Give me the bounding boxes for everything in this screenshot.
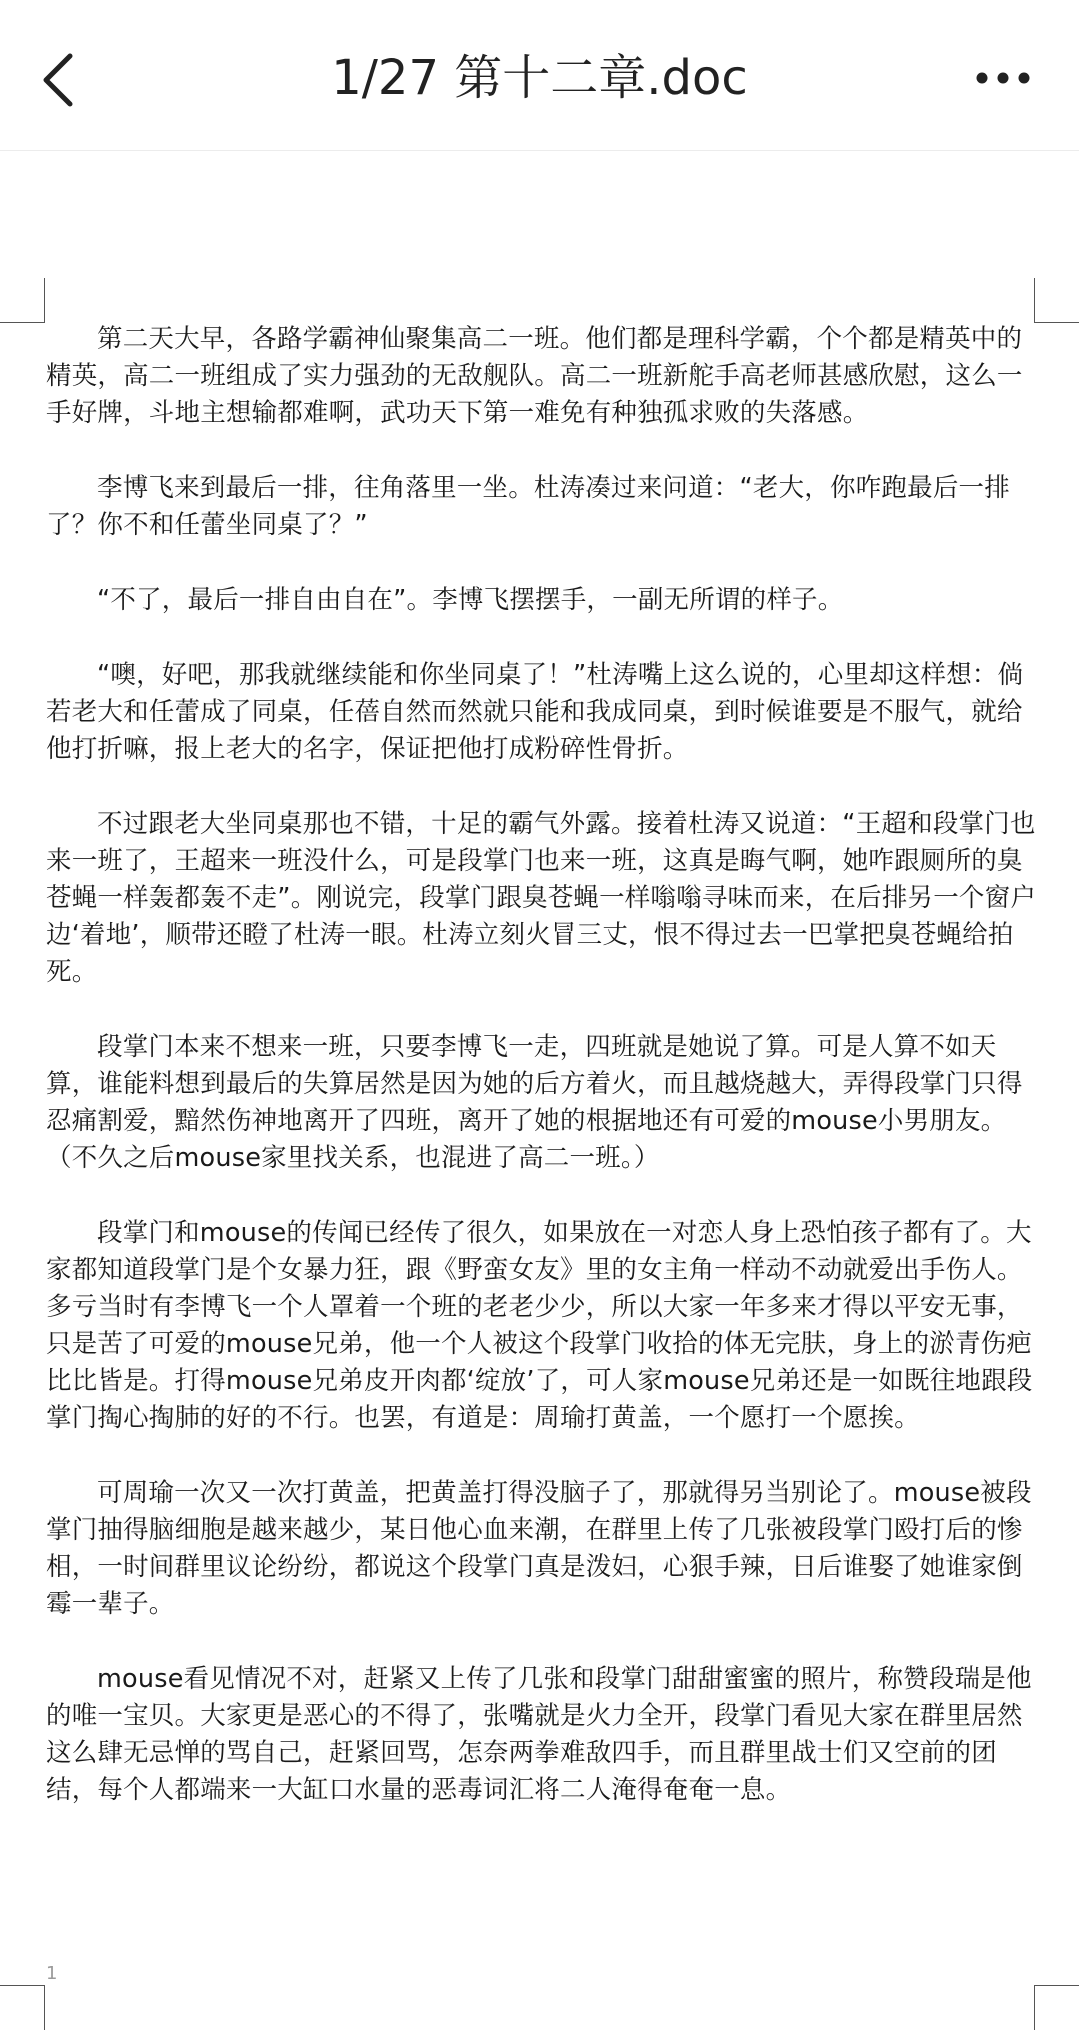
- paragraph: 李博飞来到最后一排，往角落里一坐。杜涛凑过来问道：“老大，你咋跑最后一排了？你不和任蕾坐同桌了？”: [46, 473, 1010, 540]
- document-body: [46, 321, 1036, 1847]
- document-title: 1/27 第十二章.doc: [331, 50, 748, 106]
- paragraph: 第二天大早，各路学霸神仙聚集高二一班。他们都是理科学霸，个个都是精英中的精英，高二一班组成了实力强劲的无敌舰队。高二一班新舵手高老师甚感欣慰，这么一手好牌，斗地主想输都难啊，武功天下第一难免有种独孤求败的失落感。: [46, 324, 1023, 428]
- page-number: 1: [46, 1963, 58, 1984]
- document-page[interactable]: [0, 151, 1079, 2010]
- paragraph: “噢，好吧，那我就继续能和你坐同桌了！”杜涛嘴上这么说的，心里却这样想：倘若老大和任蕾成了同桌，任蓓自然而然就只能和我成同桌，到时候谁要是不服气，就给他打折嘛，报上老大的名字，保证把他打成粉碎性骨折。: [46, 660, 1024, 764]
- page-margin-corner-bottom-right: [1034, 1985, 1079, 2030]
- page-margin-corner-bottom-left: [0, 1985, 45, 2030]
- page-margin-corner-top-right: [1034, 278, 1079, 323]
- more-horizontal-icon: [975, 71, 1031, 85]
- back-button[interactable]: [40, 40, 100, 120]
- paragraph: 段掌门和mouse的传闻已经传了很久，如果放在一对恋人身上恐怕孩子都有了。大家都知道段掌门是个女暴力狂，跟《野蛮女友》里的女主角一样动不动就爱出手伤人。多亏当时有李博飞一个人罩着一个班的老老少少，所以大家一年多来才得以平安无事，只是苦了可爱的mouse兄弟，他一个人被这个段掌门收拾的体无完肤，身上的淤青伤疤比比皆是。打得mouse兄弟皮开肉都‘绽放’了，可人家mouse兄弟还是一如既往地跟段掌门掏心掏肺的好的不行。也罢，有道是：周瑜打黄盖，一个愿打一个愿挨。: [46, 1218, 1033, 1433]
- paragraph: “不了，最后一排自由自在”。李博飞摆摆手，一副无所谓的样子。: [97, 585, 844, 615]
- page-margin-corner-top-left: [0, 278, 45, 323]
- paragraph: 不过跟老大坐同桌那也不错，十足的霸气外露。接着杜涛又说道：“王超和段掌门也来一班了，王超来一班没什么，可是段掌门也来一班，这真是晦气啊，她咋跟厕所的臭苍蝇一样轰都轰不走”。刚说完，段掌门跟臭苍蝇一样嗡嗡寻味而来，在后排另一个窗户边‘着地’，顺带还瞪了杜涛一眼。杜涛立刻火冒三丈，恨不得过去一巴掌把臭苍蝇给拍死。: [46, 809, 1037, 987]
- top-navigation-bar: [0, 0, 1079, 151]
- paragraph: 段掌门本来不想来一班，只要李博飞一走，四班就是她说了算。可是人算不如天算，谁能料想到最后的失算居然是因为她的后方着火，而且越烧越大，弄得段掌门只得忍痛割爱，黯然伤神地离开了四班，离开了她的根据地还有可爱的mouse小男朋友。（不久之后mouse家里找关系，也混进了高二一班。）: [46, 1032, 1023, 1173]
- chevron-left-icon: [40, 52, 76, 108]
- paragraph: 可周瑜一次又一次打黄盖，把黄盖打得没脑子了，那就得另当别论了。mouse被段掌门抽得脑细胞是越来越少，某日他心血来潮，在群里上传了几张被段掌门殴打后的惨相，一时间群里议论纷纷，都说这个段掌门真是泼妇，心狠手辣，日后谁娶了她谁家倒霉一辈子。: [46, 1478, 1032, 1619]
- more-options-button[interactable]: [963, 50, 1043, 106]
- paragraph: mouse看见情况不对，赶紧又上传了几张和段掌门甜甜蜜蜜的照片，称赞段瑞是他的唯一宝贝。大家更是恶心的不得了，张嘴就是火力全开，段掌门看见大家在群里居然这么肆无忌惮的骂自己，赶紧回骂，怎奈两拳难敌四手，而且群里战士们又空前的团结，每个人都端来一大缸口水量的恶毒词汇将二人淹得奄奄一息。: [46, 1664, 1032, 1805]
